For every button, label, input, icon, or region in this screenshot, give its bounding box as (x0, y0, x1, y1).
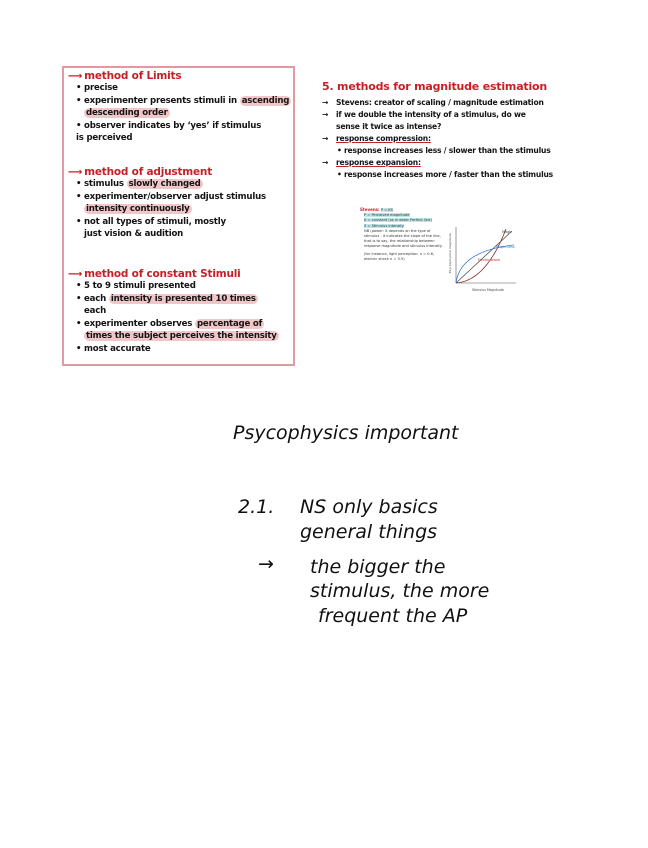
section-method-of-constant-stimuli (68, 268, 289, 355)
arrow-icon: → (322, 98, 329, 107)
bullet: • 5 to 9 stimuli presented (68, 280, 289, 293)
note-sub-bullet: • response increases less / slower than the stimulus (322, 145, 582, 157)
curve-compression (456, 245, 514, 283)
y-axis-label: Psychophysical magnitude (448, 233, 452, 273)
embedded-slide (360, 207, 540, 299)
bullet (68, 95, 289, 108)
slide-bullet: S = Stimulus intensity (364, 223, 404, 228)
section-title: method of adjustment (84, 166, 213, 178)
note-line (322, 157, 582, 169)
bullet: • observer indicates by ‘yes’ if stimulus (68, 120, 289, 133)
note-text: response compression: (336, 134, 431, 143)
section-method-of-limits (68, 70, 289, 145)
highlight: intensity continuously (86, 204, 190, 214)
bullet-text: each (84, 293, 107, 304)
highlight: descending order (86, 108, 168, 118)
arrow-icon: → (322, 110, 329, 119)
stevens-power-law-graph (446, 223, 518, 295)
bullet-continuation (68, 107, 289, 120)
bullet: • precise (68, 82, 289, 95)
section-title: method of constant Stimuli (84, 268, 241, 280)
highlight: percentage of (196, 318, 263, 329)
bullet-text: experimenter presents stimuli in (84, 95, 237, 106)
handwritten-line: stimulus, the more (310, 580, 490, 602)
arrow-icon: → (322, 134, 329, 143)
bullet-text: experimenter observes (84, 318, 193, 329)
curve-label-high: Magh (502, 230, 512, 234)
slide-heading: Stevens: (360, 207, 380, 212)
arrow-icon: ⟶ (68, 268, 83, 280)
curve-linear (456, 231, 512, 283)
note-line (322, 109, 582, 121)
note-text: if we double the intensity of a stimulus, do we (336, 110, 526, 119)
highlight: times the subject perceives the intensity (86, 331, 277, 341)
bullet-continuation: just vision & audition (84, 229, 184, 239)
curve-expansion (456, 229, 506, 283)
note-line (322, 97, 582, 109)
note-sub-bullet: • response increases more / faster than the stimulus (322, 169, 582, 181)
note-line-continuation: sense it twice as intense? (336, 122, 442, 131)
arrow-icon: ⟶ (68, 70, 83, 82)
slide-formula: P = KS (380, 208, 393, 212)
bullet-text: stimulus (84, 179, 124, 189)
slide-bullet: P = Perceived magnitude (364, 213, 410, 218)
left-notes-box (62, 66, 295, 366)
slide-bullet: (for instance, light perception: n = 0.6, electric shock n = 3.5) (364, 251, 435, 261)
handwritten-line: general things (300, 521, 438, 543)
highlight: slowly changed (128, 179, 201, 189)
curve-label-low: Brightness (496, 245, 515, 249)
bullet: • not all types of stimuli, mostly (68, 216, 289, 229)
note-line (322, 133, 582, 145)
handwritten-line: Psycophysics important (233, 422, 459, 444)
handwritten-line: 2.1. (238, 496, 275, 518)
arrow-icon: → (322, 158, 329, 167)
bullet-continuation (68, 330, 289, 343)
bullet (68, 178, 289, 191)
slide-bullet: NB (power: it depends on the type of stimulus - it indicates the slope of the line, that is to say, the relationship between response magnitude and stimulus intensity. (364, 228, 443, 249)
bullet: • experimenter/observer adjust stimulus (68, 191, 289, 204)
note-text: response expansion: (336, 158, 421, 167)
bullet-continuation (68, 203, 289, 216)
slide-text (360, 207, 444, 262)
handwritten-line: the bigger the (310, 556, 446, 578)
highlight: ascending (241, 95, 290, 106)
bullet-continuation: each (84, 306, 107, 316)
bullet-continuation: is perceived (76, 133, 133, 143)
bullet (68, 293, 289, 306)
section-title: method of Limits (84, 70, 182, 82)
note-text: Stevens: creator of scaling / magnitude estimation (336, 98, 544, 107)
highlight: intensity is presented 10 times (110, 293, 256, 304)
section-method-of-adjustment (68, 166, 289, 241)
bullet (68, 318, 289, 331)
x-axis-label: Stimulus Magnitude (472, 288, 504, 292)
right-notes-title: 5. methods for magnitude estimation (322, 80, 548, 93)
right-notes (322, 80, 582, 181)
slide-bullet: K = constant (ss in wider Perfect line) (364, 218, 432, 223)
arrow-icon: ⟶ (68, 166, 83, 178)
arrow-icon: → (258, 553, 274, 575)
bullet: • most accurate (68, 343, 289, 356)
handwritten-line: NS only basics (300, 496, 438, 518)
curve-label-mid: Electric shock (478, 258, 501, 262)
handwritten-line: frequent the AP (318, 605, 468, 627)
